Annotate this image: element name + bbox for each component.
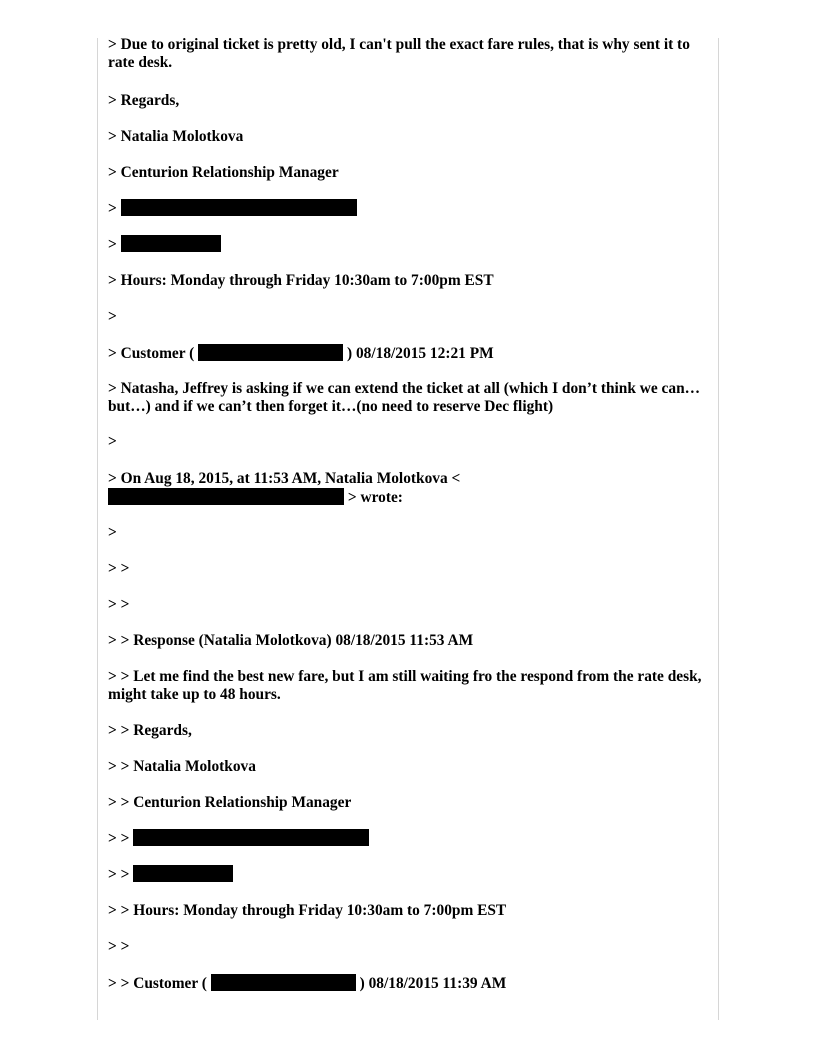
redaction-bar xyxy=(133,865,233,882)
customer-message: > Natasha, Jeffrey is asking if we can extend the ticket at all (which I don’t think we can…but…) and if we can’t then forget it…(no need to reserve Dec flight) xyxy=(108,380,701,415)
sender-name: > > Natalia Molotkova xyxy=(108,758,256,775)
hours-line: > > Hours: Monday through Friday 10:30am to 7:00pm EST xyxy=(108,902,507,919)
customer-header-line xyxy=(108,344,708,363)
redacted-email-line xyxy=(108,829,708,848)
redacted-phone-line xyxy=(108,865,708,884)
response-message: > > Let me find the best new fare, but I am still waiting fro the respond from the rate desk, might take up to 48 hours. xyxy=(108,668,702,703)
quote-marker: > > xyxy=(108,830,130,847)
blank-quote-line: > xyxy=(108,524,117,541)
quote-marker: > > xyxy=(108,866,130,883)
quote-marker: > xyxy=(108,236,117,253)
customer-timestamp: ) 08/18/2015 12:21 PM xyxy=(347,345,494,362)
response-header: > > Response (Natalia Molotkova) 08/18/2015 11:53 AM xyxy=(108,632,474,649)
sender-title: > Centurion Relationship Manager xyxy=(108,164,339,181)
sender-name: > Natalia Molotkova xyxy=(108,128,244,145)
customer-label: > > Customer ( xyxy=(108,975,207,992)
wrote-header-text: > On Aug 18, 2015, at 11:53 AM, Natalia Molotkova < xyxy=(108,470,461,487)
blank-quote-line: > xyxy=(108,433,117,450)
quote-marker: > xyxy=(108,200,117,217)
regards-line: > > Regards, xyxy=(108,722,192,739)
regards-line: > Regards, xyxy=(108,92,180,109)
wrote-header xyxy=(108,470,708,507)
redaction-bar xyxy=(108,488,344,505)
redacted-phone-line xyxy=(108,235,708,254)
wrote-suffix: > wrote: xyxy=(347,489,403,506)
redacted-email-line xyxy=(108,199,708,218)
blank-quote-line: > xyxy=(108,308,117,325)
hours-line: > Hours: Monday through Friday 10:30am to 7:00pm EST xyxy=(108,272,494,289)
blank-quote-line: > > xyxy=(108,938,130,955)
left-page-border xyxy=(97,38,98,1020)
redaction-bar xyxy=(121,235,221,252)
redaction-bar xyxy=(133,829,369,846)
fare-rules-line: > Due to original ticket is pretty old, I can't pull the exact fare rules, that is why sent it to rate desk. xyxy=(108,36,690,71)
right-page-border xyxy=(718,38,719,1020)
customer-label: > Customer ( xyxy=(108,345,195,362)
blank-quote-line: > > xyxy=(108,560,130,577)
redaction-bar xyxy=(198,344,343,361)
customer-header-line xyxy=(108,974,708,993)
blank-quote-line: > > xyxy=(108,596,130,613)
redaction-bar xyxy=(211,974,356,991)
customer-timestamp: ) 08/18/2015 11:39 AM xyxy=(359,975,507,992)
sender-title: > > Centurion Relationship Manager xyxy=(108,794,352,811)
redaction-bar xyxy=(121,199,357,216)
